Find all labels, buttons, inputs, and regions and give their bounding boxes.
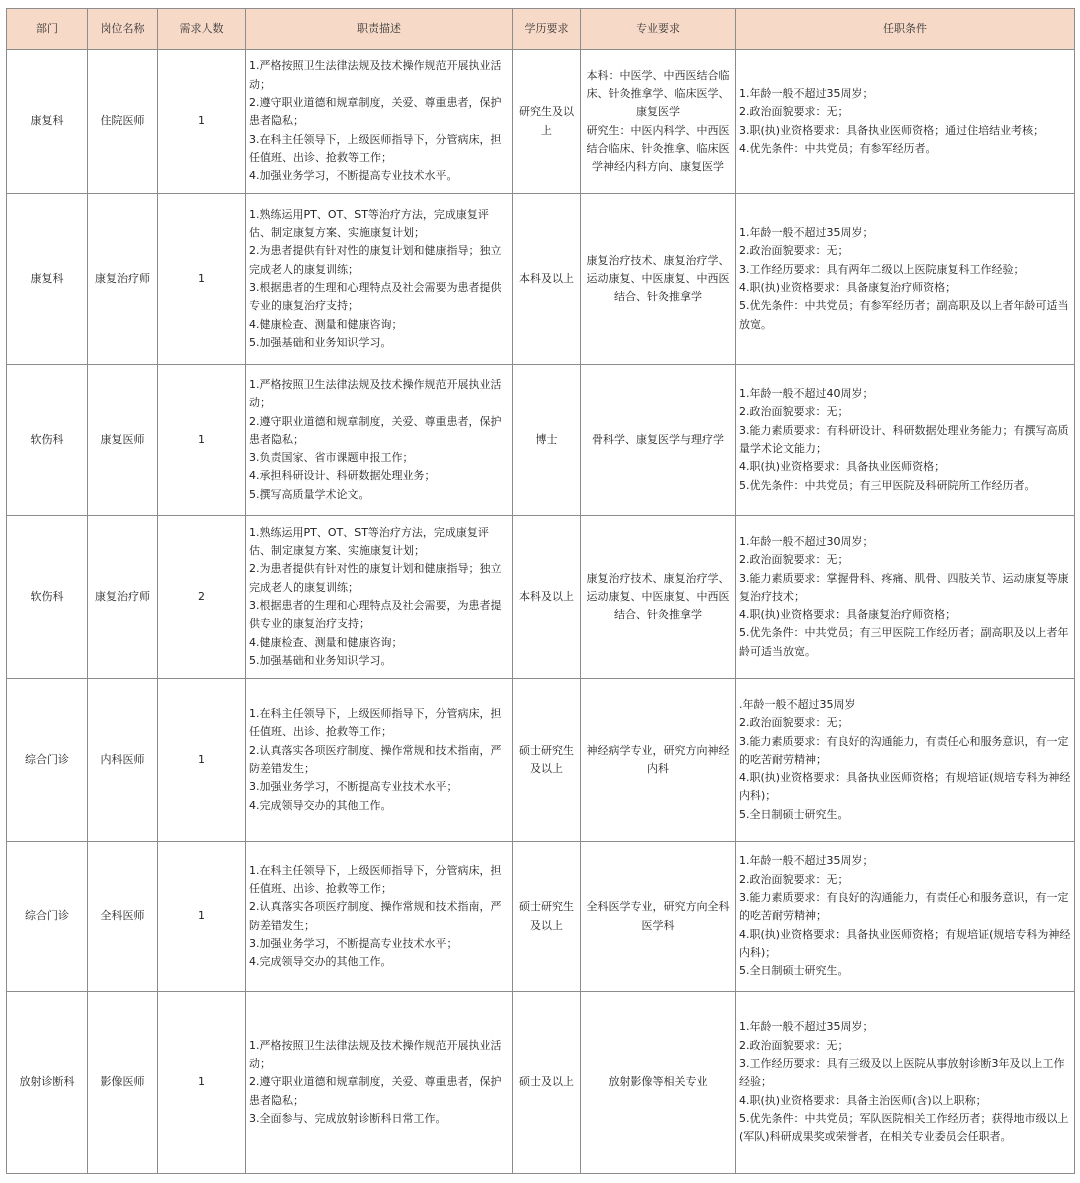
conditions-cell-line: 3.能力素质要求：有科研设计、科研数据处理业务能力；有撰写高质量学术论文能力； [739,423,1069,455]
conditions-cell-line: 1.年龄一般不超过40周岁； [739,387,874,401]
conditions-cell [736,365,1075,516]
duties-cell [246,992,513,1174]
duties-cell-line: 3.根据患者的生理和心理特点及社会需要，为患者提供专业的康复治疗支持； [249,599,502,631]
duties-cell-line: 2.遵守职业道德和规章制度，关爱、尊重患者，保护患者隐私； [249,96,502,128]
department-cell: 综合门诊 [7,679,88,842]
duties-cell-line: 1.严格按照卫生法律法规及技术操作规范开展执业活动； [249,59,502,91]
duties-cell-line: 4.健康检查、测量和健康咨询； [249,317,403,331]
header-duties: 职责描述 [246,9,513,50]
position-cell: 康复治疗师 [88,194,158,365]
conditions-cell [736,50,1075,194]
conditions-cell-line: 5.优先条件：中共党员；有三甲医院工作经历者；副高职及以上者年龄可适当放宽。 [739,626,1069,658]
education-cell: 本科及以上 [513,194,581,365]
major-cell-line: 骨科学、康复医学与理疗学 [592,432,724,446]
count-cell: 1 [158,194,246,365]
duties-cell-line: 1.严格按照卫生法律法规及技术操作规范开展执业活动； [249,377,502,410]
conditions-cell-line: 1.年龄一般不超过35周岁； [739,1020,874,1034]
header-position: 岗位名称 [88,9,158,50]
education-cell: 博士 [513,365,581,516]
major-cell-line: 康复治疗技术、康复治疗学、运动康复、中医康复、中西医结合、针灸推拿学 [586,253,730,304]
major-cell [581,679,736,842]
major-cell-line: 放射影像等相关专业 [608,1075,708,1089]
conditions-cell [736,194,1075,365]
major-cell [581,992,736,1174]
major-cell-line: 本科：中医学、中西医结合临床、针灸推拿学、临床医学、康复医学 [586,68,730,119]
department-cell: 软伤科 [7,365,88,516]
department-cell: 综合门诊 [7,842,88,992]
major-cell-line: 研究生：中医内科学、中西医结合临床、针灸推拿、临床医学神经内科方向、康复医学 [586,123,730,174]
position-cell: 全科医师 [88,842,158,992]
major-cell-line: 全科医学专业，研究方向全科医学科 [586,900,730,932]
position-cell: 康复治疗师 [88,516,158,679]
department-cell: 康复科 [7,194,88,365]
conditions-cell-line: 5.优先条件：中共党员；有参军经历者；副高职及以上者年龄可适当放宽。 [739,299,1069,331]
conditions-cell [736,679,1075,842]
header-conditions: 任职条件 [736,9,1075,50]
education-cell: 硕士及以上 [513,992,581,1174]
conditions-cell-line: 2.政治面貌要求：无； [739,872,849,886]
duties-cell-line: 4.健康检查、测量和健康咨询； [249,635,403,649]
major-cell-line: 康复治疗技术、康复治疗学、运动康复、中医康复、中西医结合、针灸推拿学 [586,571,730,622]
major-cell [581,365,736,516]
conditions-cell-line: 3.职(执)业资格要求：具备执业医师资格；通过住培结业考核； [739,123,1045,137]
conditions-cell-line: 5.优先条件：中共党员；军队医院相关工作经历者；获得地市级以上(军队)科研成果奖或荣誉者，在相关专业委员会任职者。 [739,1111,1069,1144]
duties-cell-line: 3.负责国家、省市课题申报工作； [249,451,414,465]
duties-cell-line: 1.熟练运用PT、OT、ST等治疗方法，完成康复评估、制定康复方案、实施康复计划； [249,207,489,240]
duties-cell-line: 2.认真落实各项医疗制度、操作常规和技术指南，严防差错发生； [249,743,502,775]
department-cell: 康复科 [7,50,88,194]
duties-cell [246,194,513,365]
duties-cell [246,842,513,992]
recruitment-table-wrapper [6,8,1075,1174]
conditions-cell-line: 5.全日制硕士研究生。 [739,807,849,821]
conditions-cell-line: 2.政治面貌要求：无； [739,716,849,730]
position-cell: 康复医师 [88,365,158,516]
duties-cell-line: 3.在科主任领导下，上级医师指导下，分管病床，担任值班、出诊、抢救等工作； [249,132,502,164]
header-department: 部门 [7,9,88,50]
duties-cell-line: 5.加强基础和业务知识学习。 [249,653,392,667]
conditions-cell-line: 4.职(执)业资格要求：具备主治医师(含)以上职称； [739,1093,987,1107]
major-cell-line: 神经病学专业，研究方向神经内科 [586,743,730,775]
table-row [7,50,1075,194]
duties-cell-line: 4.加强业务学习，不断提高专业技术水平。 [249,169,458,183]
duties-cell [246,679,513,842]
conditions-cell [736,992,1075,1174]
education-cell: 研究生及以上 [513,50,581,194]
major-cell [581,842,736,992]
conditions-cell-line: 3.能力素质要求：有良好的沟通能力，有责任心和服务意识，有一定的吃苦耐劳精神； [739,734,1069,766]
conditions-cell-line: 4.职(执)业资格要求：具备执业医师资格；有规培证(规培专科为神经内科)； [739,927,1071,959]
duties-cell-line: 4.完成领导交办的其他工作。 [249,955,392,969]
conditions-cell-line: 4.职(执)业资格要求：具备康复治疗师资格； [739,281,957,294]
duties-cell [246,365,513,516]
conditions-cell-line: 1.年龄一般不超过30周岁； [739,534,874,548]
table-header [7,9,1075,50]
position-cell: 内科医师 [88,679,158,842]
table-row [7,842,1075,992]
conditions-cell [736,842,1075,992]
conditions-cell-line: 2.政治面貌要求：无； [739,1038,849,1052]
conditions-cell-line: .年龄一般不超过35周岁 [739,697,856,711]
education-cell: 本科及以上 [513,516,581,679]
table-body [7,50,1075,1174]
position-cell: 住院医师 [88,50,158,194]
header-education: 学历要求 [513,9,581,50]
position-cell: 影像医师 [88,992,158,1174]
duties-cell-line: 1.熟练运用PT、OT、ST等治疗方法，完成康复评估、制定康复方案、实施康复计划； [249,525,489,558]
major-cell [581,516,736,679]
duties-cell-line: 2.遵守职业道德和规章制度，关爱、尊重患者，保护患者隐私； [249,1075,502,1107]
conditions-cell-line: 3.工作经历要求：具有两年二级以上医院康复科工作经验； [739,262,1025,276]
conditions-cell-line: 3.能力素质要求：有良好的沟通能力，有责任心和服务意识，有一定的吃苦耐劳精神； [739,891,1069,923]
count-cell: 1 [158,679,246,842]
conditions-cell-line: 4.优先条件：中共党员；有参军经历者。 [739,141,937,155]
count-cell: 1 [158,992,246,1174]
conditions-cell-line: 2.政治面貌要求：无； [739,105,849,119]
duties-cell-line: 2.为患者提供有针对性的康复计划和健康指导；独立完成老人的康复训练； [249,244,502,276]
conditions-cell-line: 4.职(执)业资格要求：具备执业医师资格； [739,460,946,474]
duties-cell-line: 2.遵守职业道德和规章制度，关爱、尊重患者，保护患者隐私； [249,414,502,446]
header-major: 专业要求 [581,9,736,50]
duties-cell-line: 2.认真落实各项医疗制度、操作常规和技术指南，严防差错发生； [249,900,502,932]
conditions-cell-line: 1.年龄一般不超过35周岁； [739,854,874,868]
major-cell [581,194,736,365]
count-cell: 1 [158,50,246,194]
duties-cell-line: 2.为患者提供有针对性的康复计划和健康指导；独立完成老人的康复训练； [249,562,502,594]
conditions-cell-line: 3.工作经历要求：具有三级及以上医院从事放射诊断3年及以上工作经验； [739,1057,1065,1089]
conditions-cell-line: 2.政治面貌要求：无； [739,244,849,258]
table-row [7,194,1075,365]
duties-cell-line: 4.承担科研设计、科研数据处理业务； [249,469,436,483]
duties-cell-line: 3.加强业务学习，不断提高专业技术水平； [249,780,458,794]
duties-cell-line: 3.加强业务学习，不断提高专业技术水平； [249,936,458,950]
duties-cell-line: 1.在科主任领导下，上级医师指导下，分管病床，担任值班、出诊、抢救等工作； [249,707,502,739]
duties-cell-line: 3.全面参与、完成放射诊断科日常工作。 [249,1111,447,1125]
education-cell: 硕士研究生及以上 [513,679,581,842]
duties-cell [246,516,513,679]
duties-cell-line: 1.在科主任领导下，上级医师指导下，分管病床，担任值班、出诊、抢救等工作； [249,863,502,895]
conditions-cell-line: 4.职(执)业资格要求：具备康复治疗师资格； [739,608,957,622]
duties-cell-line: 4.完成领导交办的其他工作。 [249,798,392,812]
conditions-cell-line: 4.职(执)业资格要求：具备执业医师资格；有规培证(规培专科为神经内科)； [739,771,1071,803]
header-count: 需求人数 [158,9,246,50]
department-cell: 软伤科 [7,516,88,679]
duties-cell [246,50,513,194]
conditions-cell-line: 1.年龄一般不超过35周岁； [739,86,874,100]
education-cell: 硕士研究生及以上 [513,842,581,992]
major-cell [581,50,736,194]
count-cell: 1 [158,842,246,992]
conditions-cell-line: 3.能力素质要求：掌握骨科、疼痛、肌骨、四肢关节、运动康复等康复治疗技术； [739,571,1069,603]
recruitment-table [6,8,1075,1174]
conditions-cell-line: 2.政治面貌要求：无； [739,405,849,419]
conditions-cell-line: 1.年龄一般不超过35周岁； [739,226,874,240]
table-row [7,365,1075,516]
conditions-cell [736,516,1075,679]
duties-cell-line: 5.加强基础和业务知识学习。 [249,335,392,349]
table-row [7,516,1075,679]
department-cell: 放射诊断科 [7,992,88,1174]
table-row [7,679,1075,842]
duties-cell-line: 5.撰写高质量学术论文。 [249,487,370,501]
conditions-cell-line: 5.全日制硕士研究生。 [739,964,849,978]
duties-cell-line: 1.严格按照卫生法律法规及技术操作规范开展执业活动； [249,1038,502,1071]
conditions-cell-line: 5.优先条件：中共党员；有三甲医院及科研院所工作经历者。 [739,478,1036,492]
table-row [7,992,1075,1174]
conditions-cell-line: 2.政治面貌要求：无； [739,553,849,567]
header-row [7,9,1075,50]
count-cell: 1 [158,365,246,516]
duties-cell-line: 3.根据患者的生理和心理特点及社会需要为患者提供专业的康复治疗支持； [249,281,502,313]
count-cell: 2 [158,516,246,679]
